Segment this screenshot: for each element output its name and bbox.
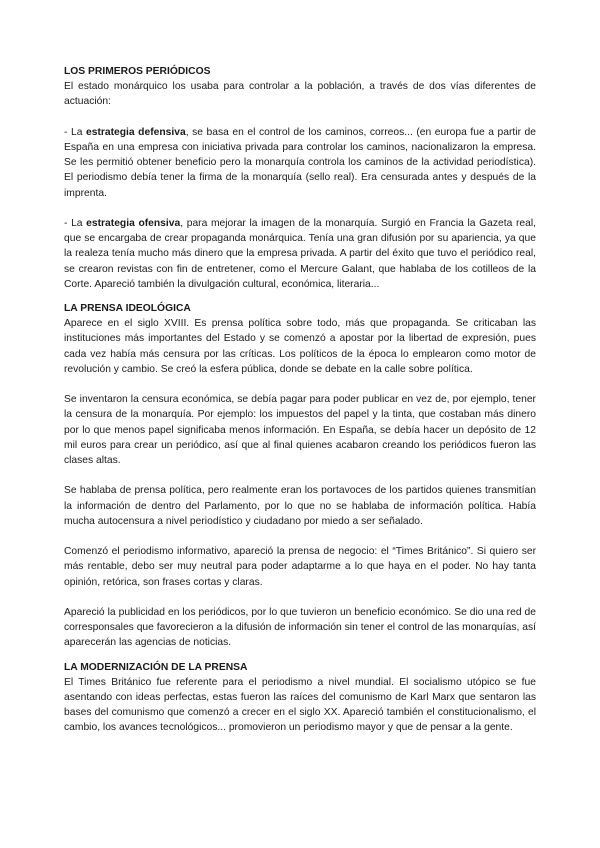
section-title: LA PRENSA IDEOLÓGICA (64, 303, 191, 315)
strategy-offensive-paragraph (64, 216, 536, 292)
paragraph: Se hablaba de prensa política, pero realmente eran los portavoces de los partidos quienes transmitían la información de dentro del Parlamento, por lo que no se hablaba de información política. Había mucha autocensura a nivel periodístico y ciudadano por miedo a ser señalado. (64, 485, 536, 527)
paragraph: Se inventaron la censura económica, se debía pagar para poder publicar en vez de, por ejemplo, tener la censura de la monarquía. Por ejemplo: los impuestos del papel y la tinta, que costaban más dinero por lo que menos papel significaba menos información. En España, se debía hacer un depósito de 12 mil euros para crear un periódico, así que al final quienes acabaron creando los periódicos fueron las clases altas. (64, 394, 536, 467)
strategy-term: estrategia defensiva (85, 126, 186, 138)
strategy-text: , para mejorar la imagen de la monarquía. Surgió en Francia la Gazeta real, que se encargaba de crear propaganda monárquica. Tenía una gran difusión por su apariencia, ya que la realeza tenía mucho más dinero que la empresa privada. A partir del éxito que tuvo el periódico real, se crearon revistas con fin de entretener, como el Mercure Galant, que hablaba de los cotilleos de la Corte. Apareció también la divulgación cultural, económica, literaria... (64, 218, 536, 290)
strategy-prefix: - La (64, 218, 87, 229)
paragraph: Apareció la publicidad en los periódicos, por lo que tuvieron un beneficio económico. Se dio una red de corresponsales que favorecieron a la difusión de información sin tener el control de las monarquías, así aparecerán las agencias de noticias. (64, 607, 536, 649)
strategy-defensive-paragraph (64, 125, 536, 201)
paragraph: Comenzó el periodismo informativo, apareció la prensa de negocio: el “Times Británico”. Si quiero ser más rentable, debo ser muy neutral para poder adaptarme a lo que haya en el poder. No hay tanta opinión, retórica, son frases cortas y claras. (64, 546, 536, 588)
paragraph: Aparece en el siglo XVIII. Es prensa política sobre todo, más que propaganda. Se criticaban las instituciones más importantes del Estado y se comenzó a apostar por la libertad de expresión, pues cada vez había más censura por las críticas. Los políticos de la época lo emplearon como motor de revolución y cambio. Se creó la esfera pública, donde se debate en la calle sobre política. (64, 318, 536, 375)
section-primeros-periodicos (64, 64, 536, 292)
strategy-term: estrategia ofensiva (86, 218, 181, 229)
section-intro: El estado monárquico los usaba para controlar a la población, a través de dos vías diferentes de actuación: (64, 81, 536, 108)
strategy-prefix: - La (64, 126, 86, 138)
section-title: LOS PRIMEROS PERIÓDICOS (64, 66, 211, 77)
paragraph: El Times Británico fue referente para el periodismo a nivel mundial. El socialismo utópico se fue asentando con ideas perfectas, estas fueron las raíces del comunismo de Karl Marx que sentaron las bases del comunismo que comenzó a crecer en el siglo XX. Apareció también el constitucionalismo, el cambio, los avances tecnológicos... promovieron un periodismo mayor y que de pensar a la gente. (64, 676, 536, 734)
section-title: LA MODERNIZACIÓN DE LA PRENSA (64, 661, 248, 673)
strategy-text: , se basa en el control de los caminos, correos... (en europa fue a partir de España en una empresa con iniciativa privada para controlar los caminos, nacionalizaron la empresa. Se les permitió obtener beneficio pero la monarquía controla los caminos de la actividad periodística). El periodismo debía tener la firma de la monarquía (sello real). Era censurada antes y después de la imprenta. (64, 126, 536, 199)
section-prensa-ideologica (64, 301, 536, 651)
section-modernizacion-prensa (64, 660, 536, 736)
